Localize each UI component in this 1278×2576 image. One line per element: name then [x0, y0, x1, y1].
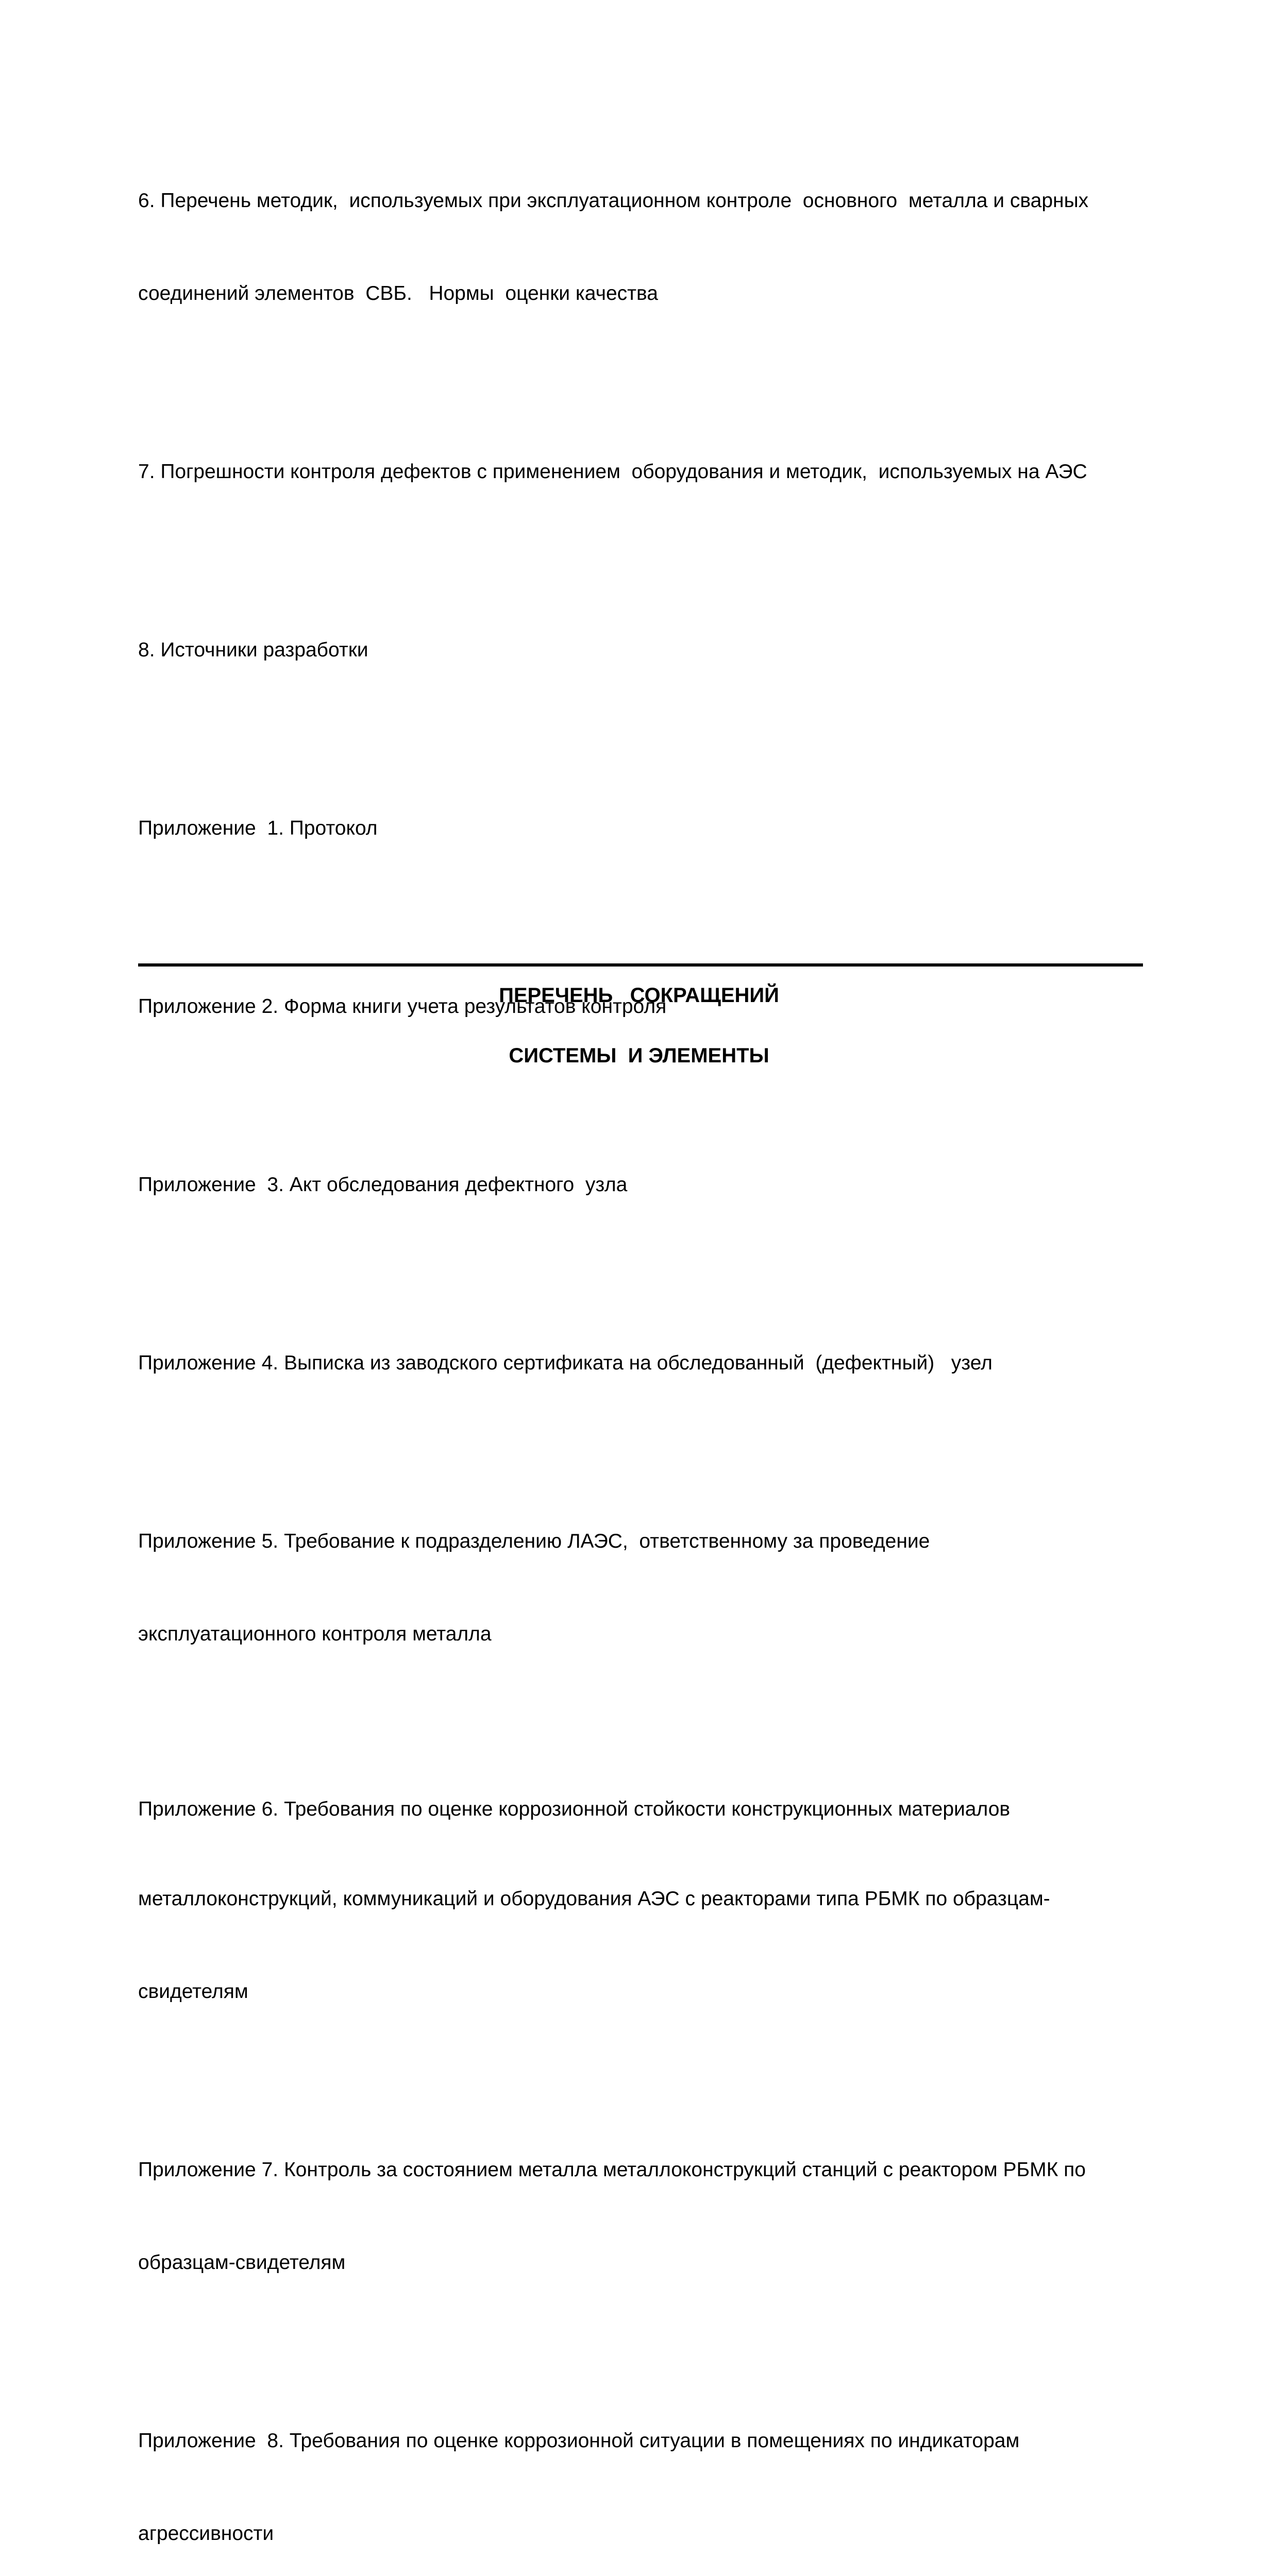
toc-appendix-6-line-1: Приложение 6. Требования по оценке коррозионной стойкости конструкционных материалов	[138, 1798, 1011, 1820]
toc-appendix-6	[138, 1735, 1148, 2069]
toc-item-8-line-1: 8. Источники разработки	[138, 639, 368, 661]
toc-appendix-6-line-2: металлоконструкций, коммуникаций и оборудования АЭС с реакторами типа РБМК по образцам-	[138, 1888, 1050, 1910]
toc-appendix-5	[138, 1464, 1148, 1711]
toc-appendix-1	[138, 751, 1148, 906]
toc-item-7-line-1: 7. Погрешности контроля дефектов с применением оборудования и методик, используемых на АЭС	[138, 461, 1087, 483]
toc-appendix-1-line-1: Приложение 1. Протокол	[138, 817, 378, 839]
toc-appendix-5-line-1: Приложение 5. Требование к подразделению ЛАЭС, ответственному за проведение	[138, 1530, 930, 1552]
toc-item-7	[138, 395, 1148, 549]
toc-appendix-7-line-2: образцам-свидетелям	[138, 2251, 346, 2274]
toc-appendix-6-line-3: свидетелям	[138, 1980, 248, 2003]
systems-heading: СИСТЕМЫ И ЭЛЕМЕНТЫ	[509, 1044, 769, 1067]
toc-appendix-7	[138, 2093, 1148, 2340]
toc-item-6-line-2: соединений элементов СВБ. Нормы оценки качества	[138, 282, 658, 304]
toc-item-8	[138, 573, 1148, 727]
toc-appendix-8-line-1: Приложение 8. Требования по оценке коррозионной ситуации в помещениях по индикаторам	[138, 2430, 1020, 2452]
toc-item-6	[138, 124, 1148, 371]
toc-appendix-7-line-1: Приложение 7. Контроль за состоянием металла металлоконструкций станций с реактором РБМК по	[138, 2159, 1086, 2181]
toc-appendix-3-line-1: Приложение 3. Акт обследования дефектного узла	[138, 1174, 628, 1196]
toc-appendix-2-line-1: Приложение 2. Форма книги учета результатов контроля	[138, 995, 667, 1018]
toc-appendix-5-line-2: эксплуатационного контроля металла	[138, 1623, 492, 1645]
toc-appendix-3	[138, 1108, 1148, 1262]
abbreviations-heading: ПЕРЕЧЕНЬ СОКРАЩЕНИЙ	[499, 984, 779, 1007]
toc-appendix-4	[138, 1286, 1148, 1440]
toc-appendix-8	[138, 2364, 1148, 2576]
toc-appendix-4-line-1: Приложение 4. Выписка из заводского сертификата на обследованный (дефектный) узел	[138, 1352, 993, 1374]
section-divider	[138, 963, 1143, 967]
toc-item-6-line-1: 6. Перечень методик, используемых при эксплуатационном контроле основного металла и сварных	[138, 190, 1089, 212]
table-of-contents	[138, 124, 1148, 2576]
toc-appendix-8-line-2: агрессивности	[138, 2522, 274, 2545]
